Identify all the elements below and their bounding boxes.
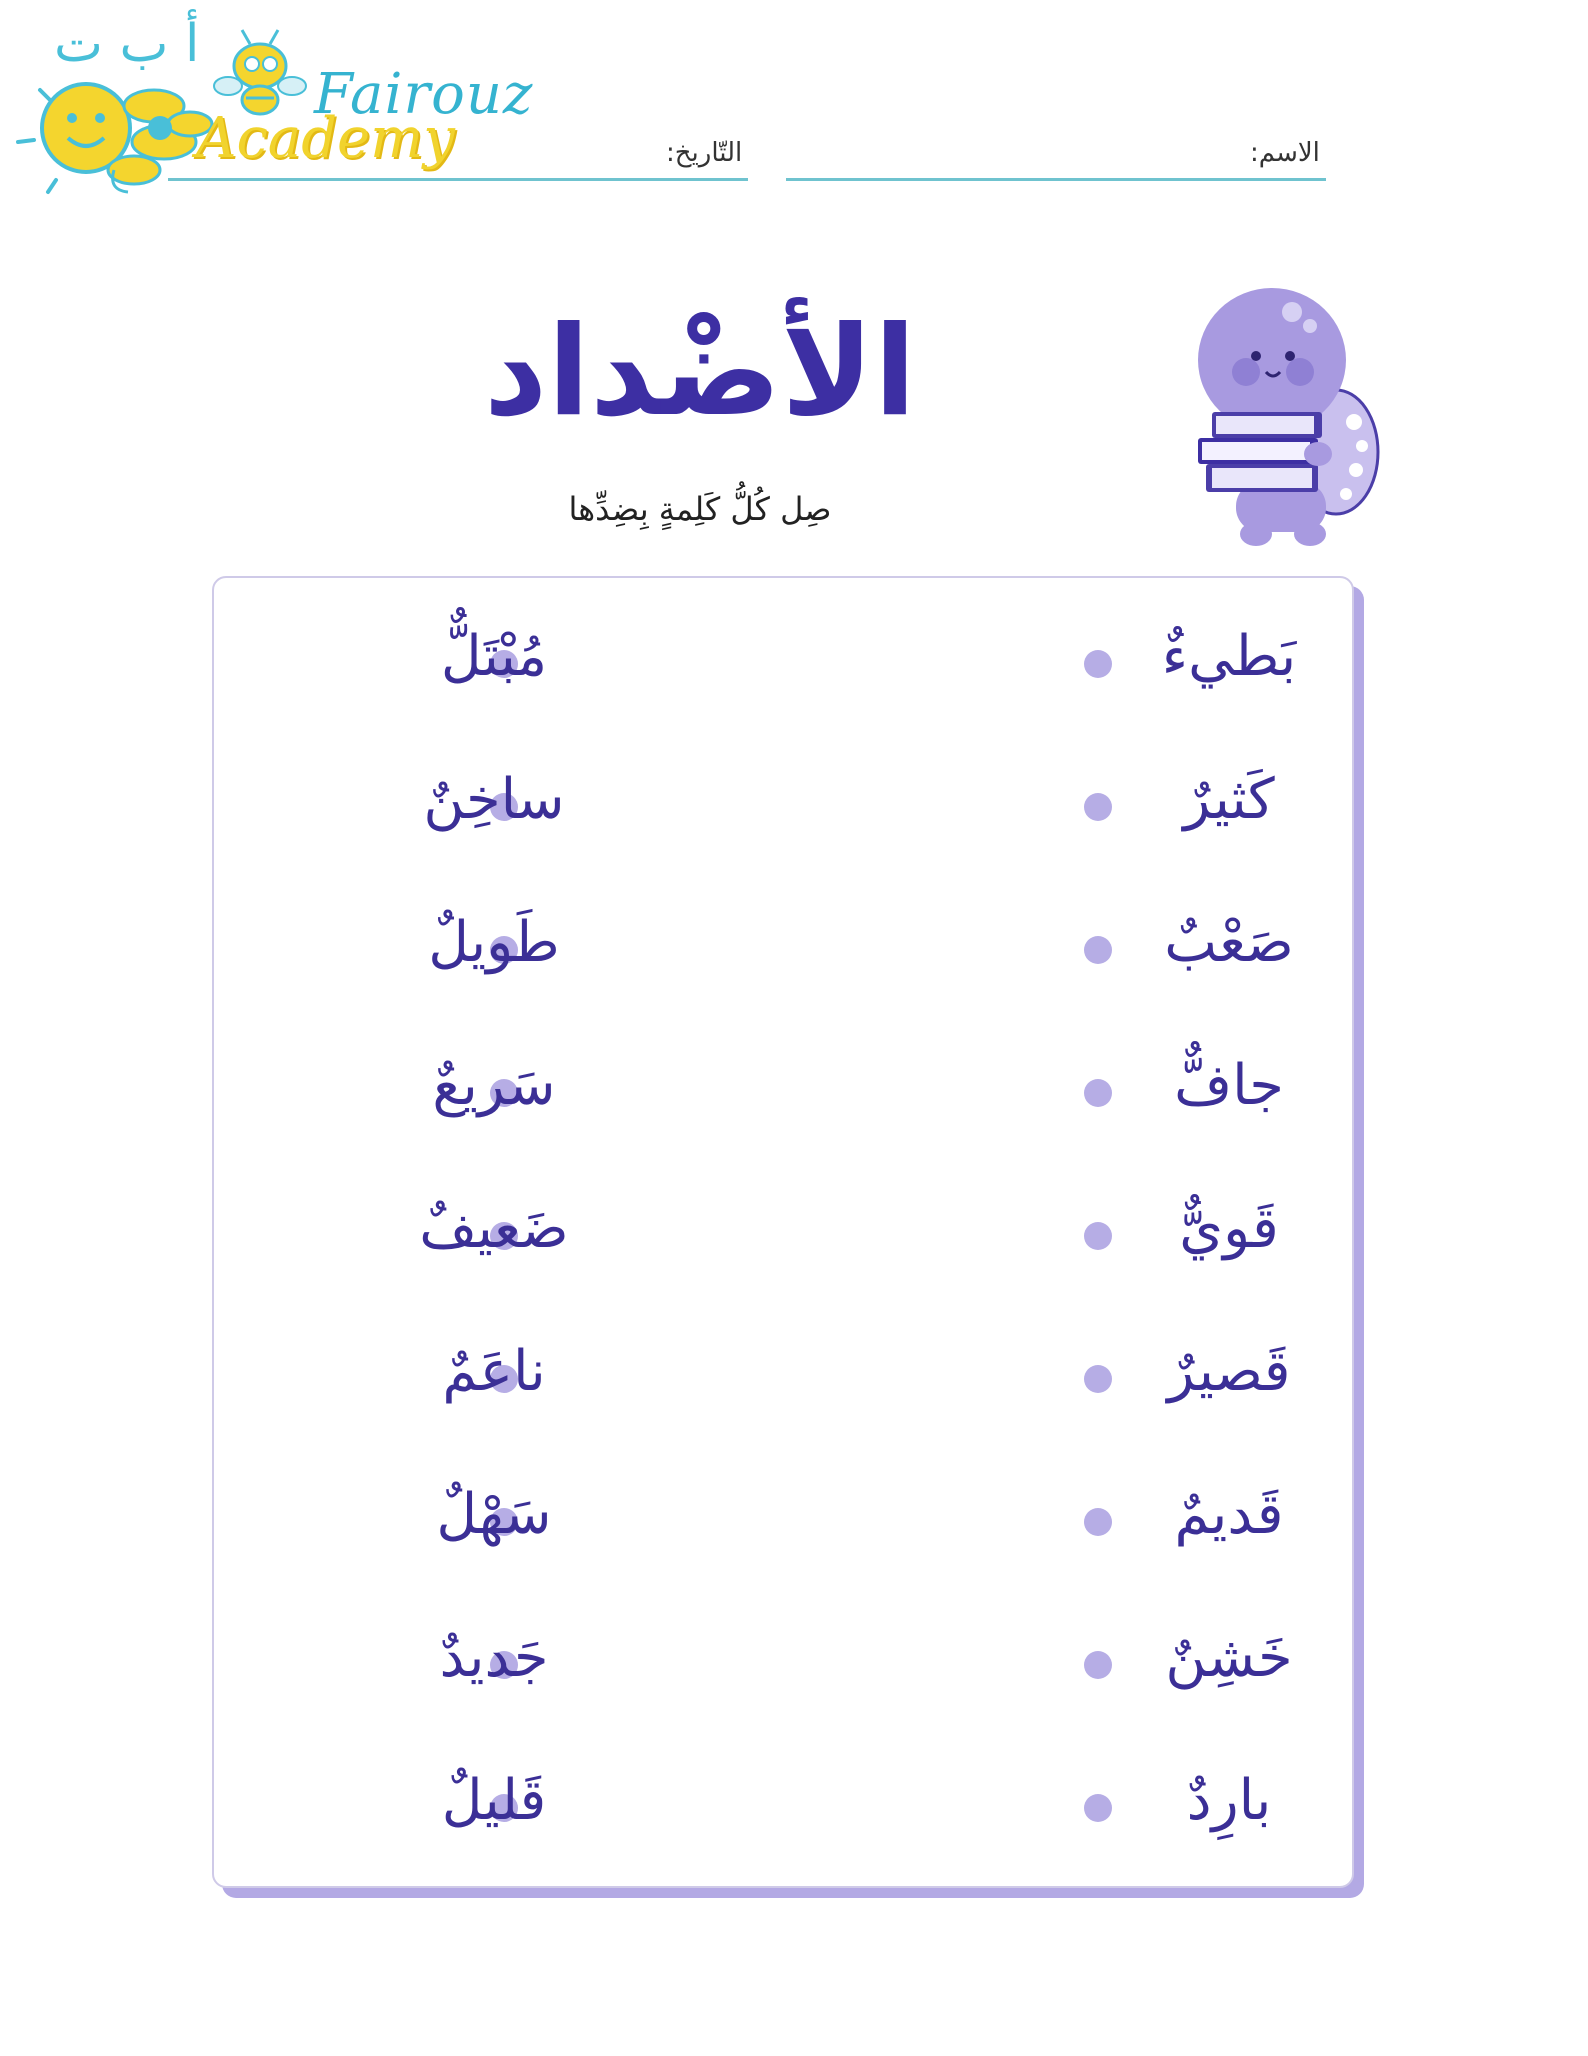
word-right: كَثيرٌ	[1183, 767, 1275, 832]
match-dot-right[interactable]	[1084, 936, 1112, 964]
word-right: خَشِنٌ	[1165, 1625, 1293, 1690]
pair-row	[214, 1039, 1352, 1139]
word-left: قَليلٌ	[441, 1768, 547, 1833]
word-right: قَصيرٌ	[1167, 1339, 1291, 1404]
academy-logo	[14, 10, 534, 200]
word-left: ضَعيفٌ	[419, 1196, 569, 1261]
turtle-mascot-icon	[1186, 282, 1386, 552]
word-left: جَديدٌ	[439, 1625, 549, 1690]
word-right: جافٌّ	[1174, 1053, 1284, 1118]
pair-row	[214, 896, 1352, 996]
date-field[interactable]	[168, 178, 748, 181]
match-dot-right[interactable]	[1084, 1079, 1112, 1107]
date-label: التّاريخ:	[666, 138, 743, 168]
match-dot-right[interactable]	[1084, 1794, 1112, 1822]
word-right: قَديمٌ	[1174, 1482, 1284, 1547]
page-title: الأضْداد	[483, 300, 917, 444]
pair-row	[214, 1468, 1352, 1568]
name-label: الاسم:	[1250, 138, 1320, 168]
word-right: بارِدٌ	[1186, 1768, 1272, 1833]
matching-card	[212, 576, 1354, 1888]
word-left: طَويلٌ	[428, 910, 560, 975]
match-dot-right[interactable]	[1084, 1508, 1112, 1536]
match-dot-right[interactable]	[1084, 1222, 1112, 1250]
logo-fairouz-text: Fairouz	[314, 62, 534, 127]
pair-row	[214, 1611, 1352, 1711]
logo-arabic-letters: أ ب ت	[54, 14, 200, 74]
pair-row	[214, 1325, 1352, 1425]
word-left: ناعَمٌ	[442, 1339, 546, 1404]
word-right: قَويٌّ	[1179, 1196, 1279, 1261]
logo-academy-text: Academy	[196, 106, 455, 171]
name-field[interactable]	[786, 178, 1326, 181]
match-dot-right[interactable]	[1084, 793, 1112, 821]
match-dot-right[interactable]	[1084, 650, 1112, 678]
match-dot-right[interactable]	[1084, 1651, 1112, 1679]
pair-row	[214, 1754, 1352, 1854]
pair-row	[214, 753, 1352, 853]
word-left: ساخِنٌ	[423, 767, 565, 832]
match-dot-right[interactable]	[1084, 1365, 1112, 1393]
word-right: صَعْبٌ	[1164, 910, 1294, 975]
word-left: سَهْلٌ	[436, 1482, 552, 1547]
pair-row	[214, 1182, 1352, 1282]
pair-row	[214, 610, 1352, 710]
word-left: سَريعٌ	[432, 1053, 556, 1118]
word-right: بَطيءٌ	[1161, 624, 1297, 689]
word-left: مُبْتَلٌّ	[440, 624, 548, 689]
instruction-text: صِل كُلُّ كَلِمةٍ بِضِدِّها	[568, 490, 832, 528]
